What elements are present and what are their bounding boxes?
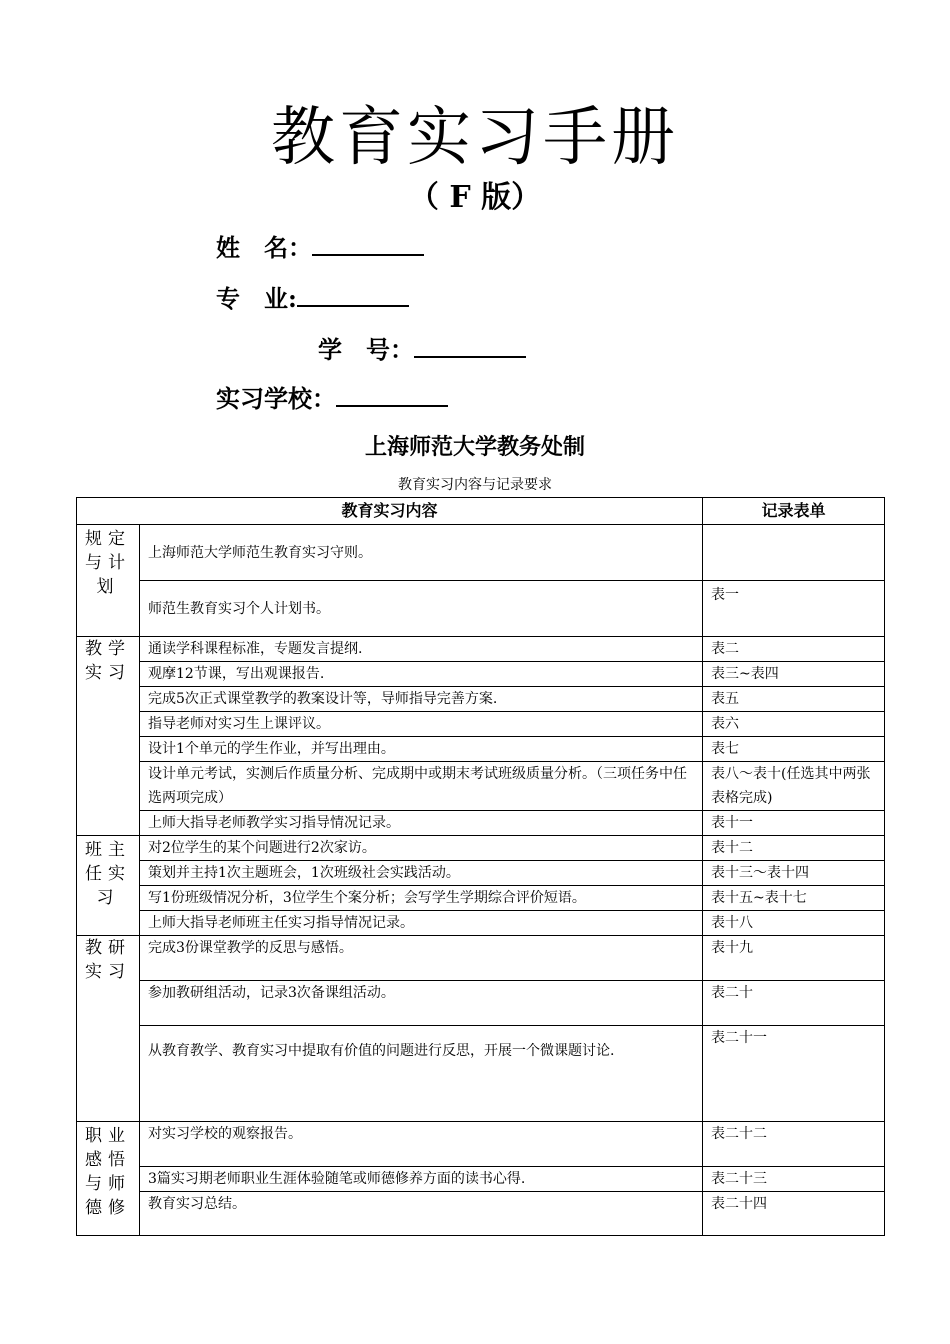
table-row	[77, 1026, 885, 1122]
table-row	[77, 712, 885, 737]
internship-requirements-table	[76, 497, 885, 1236]
record-cell: 表二	[703, 637, 885, 662]
record-cell: 表十八	[703, 911, 885, 936]
record-cell	[703, 525, 885, 581]
content-cell: 指导老师对实习生上课评议。	[140, 712, 703, 737]
table-row	[77, 1192, 885, 1236]
content-cell: 上师大指导老师教学实习指导情况记录。	[140, 811, 703, 836]
record-cell: 表五	[703, 687, 885, 712]
record-cell: 表七	[703, 737, 885, 762]
table-row	[77, 581, 885, 637]
category-cell: 规定与计划	[77, 525, 140, 637]
category-cell: 教学实习	[77, 637, 140, 836]
table-caption: 教育实习内容与记录要求	[398, 477, 552, 493]
content-cell: 写1份班级情况分析，3位学生个案分析；会写学生学期综合评价短语。	[140, 886, 703, 911]
content-cell: 设计1个单元的学生作业，并写出理由。	[140, 737, 703, 762]
name-field	[216, 232, 424, 264]
student-id-label: 学 号：	[318, 335, 414, 364]
content-cell: 策划并主持1次主题班会，1次班级社会实践活动。	[140, 861, 703, 886]
name-blank	[312, 232, 424, 256]
major-label: 专 业:	[216, 284, 297, 313]
record-cell: 表十二	[703, 836, 885, 861]
header-record: 记录表单	[703, 498, 885, 525]
document-title: 教育实习手册	[271, 101, 679, 175]
record-cell: 表十九	[703, 936, 885, 981]
content-cell: 上海师范大学师范生教育实习守则。	[140, 525, 703, 581]
record-cell: 表十五~表十七	[703, 886, 885, 911]
category-cell: 教研实习	[77, 936, 140, 1122]
table-row	[77, 1122, 885, 1167]
content-cell: 参加教研组活动，记录3次备课组活动。	[140, 981, 703, 1026]
table-row	[77, 662, 885, 687]
school-field	[216, 383, 448, 415]
content-cell: 3篇实习期老师职业生涯体验随笔或师德修养方面的读书心得.	[140, 1167, 703, 1192]
content-cell: 完成3份课堂教学的反思与感悟。	[140, 936, 703, 981]
record-cell: 表二十四	[703, 1192, 885, 1236]
record-cell: 表二十	[703, 981, 885, 1026]
content-cell: 对实习学校的观察报告。	[140, 1122, 703, 1167]
school-label: 实习学校：	[216, 384, 336, 413]
student-id-blank	[414, 334, 526, 358]
table-row	[77, 911, 885, 936]
record-cell: 表三~表四	[703, 662, 885, 687]
record-cell: 表二十一	[703, 1026, 885, 1122]
content-cell: 对2位学生的某个问题进行2次家访。	[140, 836, 703, 861]
table-row	[77, 525, 885, 581]
table-row	[77, 861, 885, 886]
table-row	[77, 1167, 885, 1192]
table-row	[77, 811, 885, 836]
content-cell: 设计单元考试，实测后作质量分析、完成期中或期末考试班级质量分析。（三项任务中任选两项完成）	[140, 762, 703, 811]
table-header-row	[77, 498, 885, 525]
content-cell: 完成5次正式课堂教学的教案设计等，导师指导完善方案.	[140, 687, 703, 712]
category-cell: 职业感悟与师德修	[77, 1122, 140, 1236]
table-row	[77, 637, 885, 662]
school-blank	[336, 383, 448, 407]
content-cell: 师范生教育实习个人计划书。	[140, 581, 703, 637]
issuing-organization: 上海师范大学教务处制	[364, 434, 585, 460]
record-cell: 表十一	[703, 811, 885, 836]
document-subtitle: （ F 版）	[408, 180, 542, 215]
major-blank	[297, 283, 409, 307]
content-cell: 教育实习总结。	[140, 1192, 703, 1236]
record-cell: 表一	[703, 581, 885, 637]
record-cell: 表十三～表十四	[703, 861, 885, 886]
record-cell: 表二十二	[703, 1122, 885, 1167]
student-id-field	[318, 334, 526, 366]
major-field	[216, 283, 409, 315]
table-row	[77, 737, 885, 762]
category-cell: 班主任实习	[77, 836, 140, 936]
name-label: 姓 名：	[216, 233, 312, 262]
table-row	[77, 936, 885, 981]
content-cell: 通读学科课程标准，专题发言提纲.	[140, 637, 703, 662]
table-row	[77, 836, 885, 861]
table-row	[77, 981, 885, 1026]
table-row	[77, 687, 885, 712]
table-row	[77, 886, 885, 911]
record-cell: 表六	[703, 712, 885, 737]
content-cell: 上师大指导老师班主任实习指导情况记录。	[140, 911, 703, 936]
header-content: 教育实习内容	[77, 498, 703, 525]
record-cell: 表八～表十(任选其中两张表格完成)	[703, 762, 885, 811]
table-row	[77, 762, 885, 811]
content-cell: 观摩12节课，写出观课报告.	[140, 662, 703, 687]
record-cell: 表二十三	[703, 1167, 885, 1192]
content-cell: 从教育教学、教育实习中提取有价值的问题进行反思，开展一个微课题讨论.	[140, 1026, 703, 1122]
